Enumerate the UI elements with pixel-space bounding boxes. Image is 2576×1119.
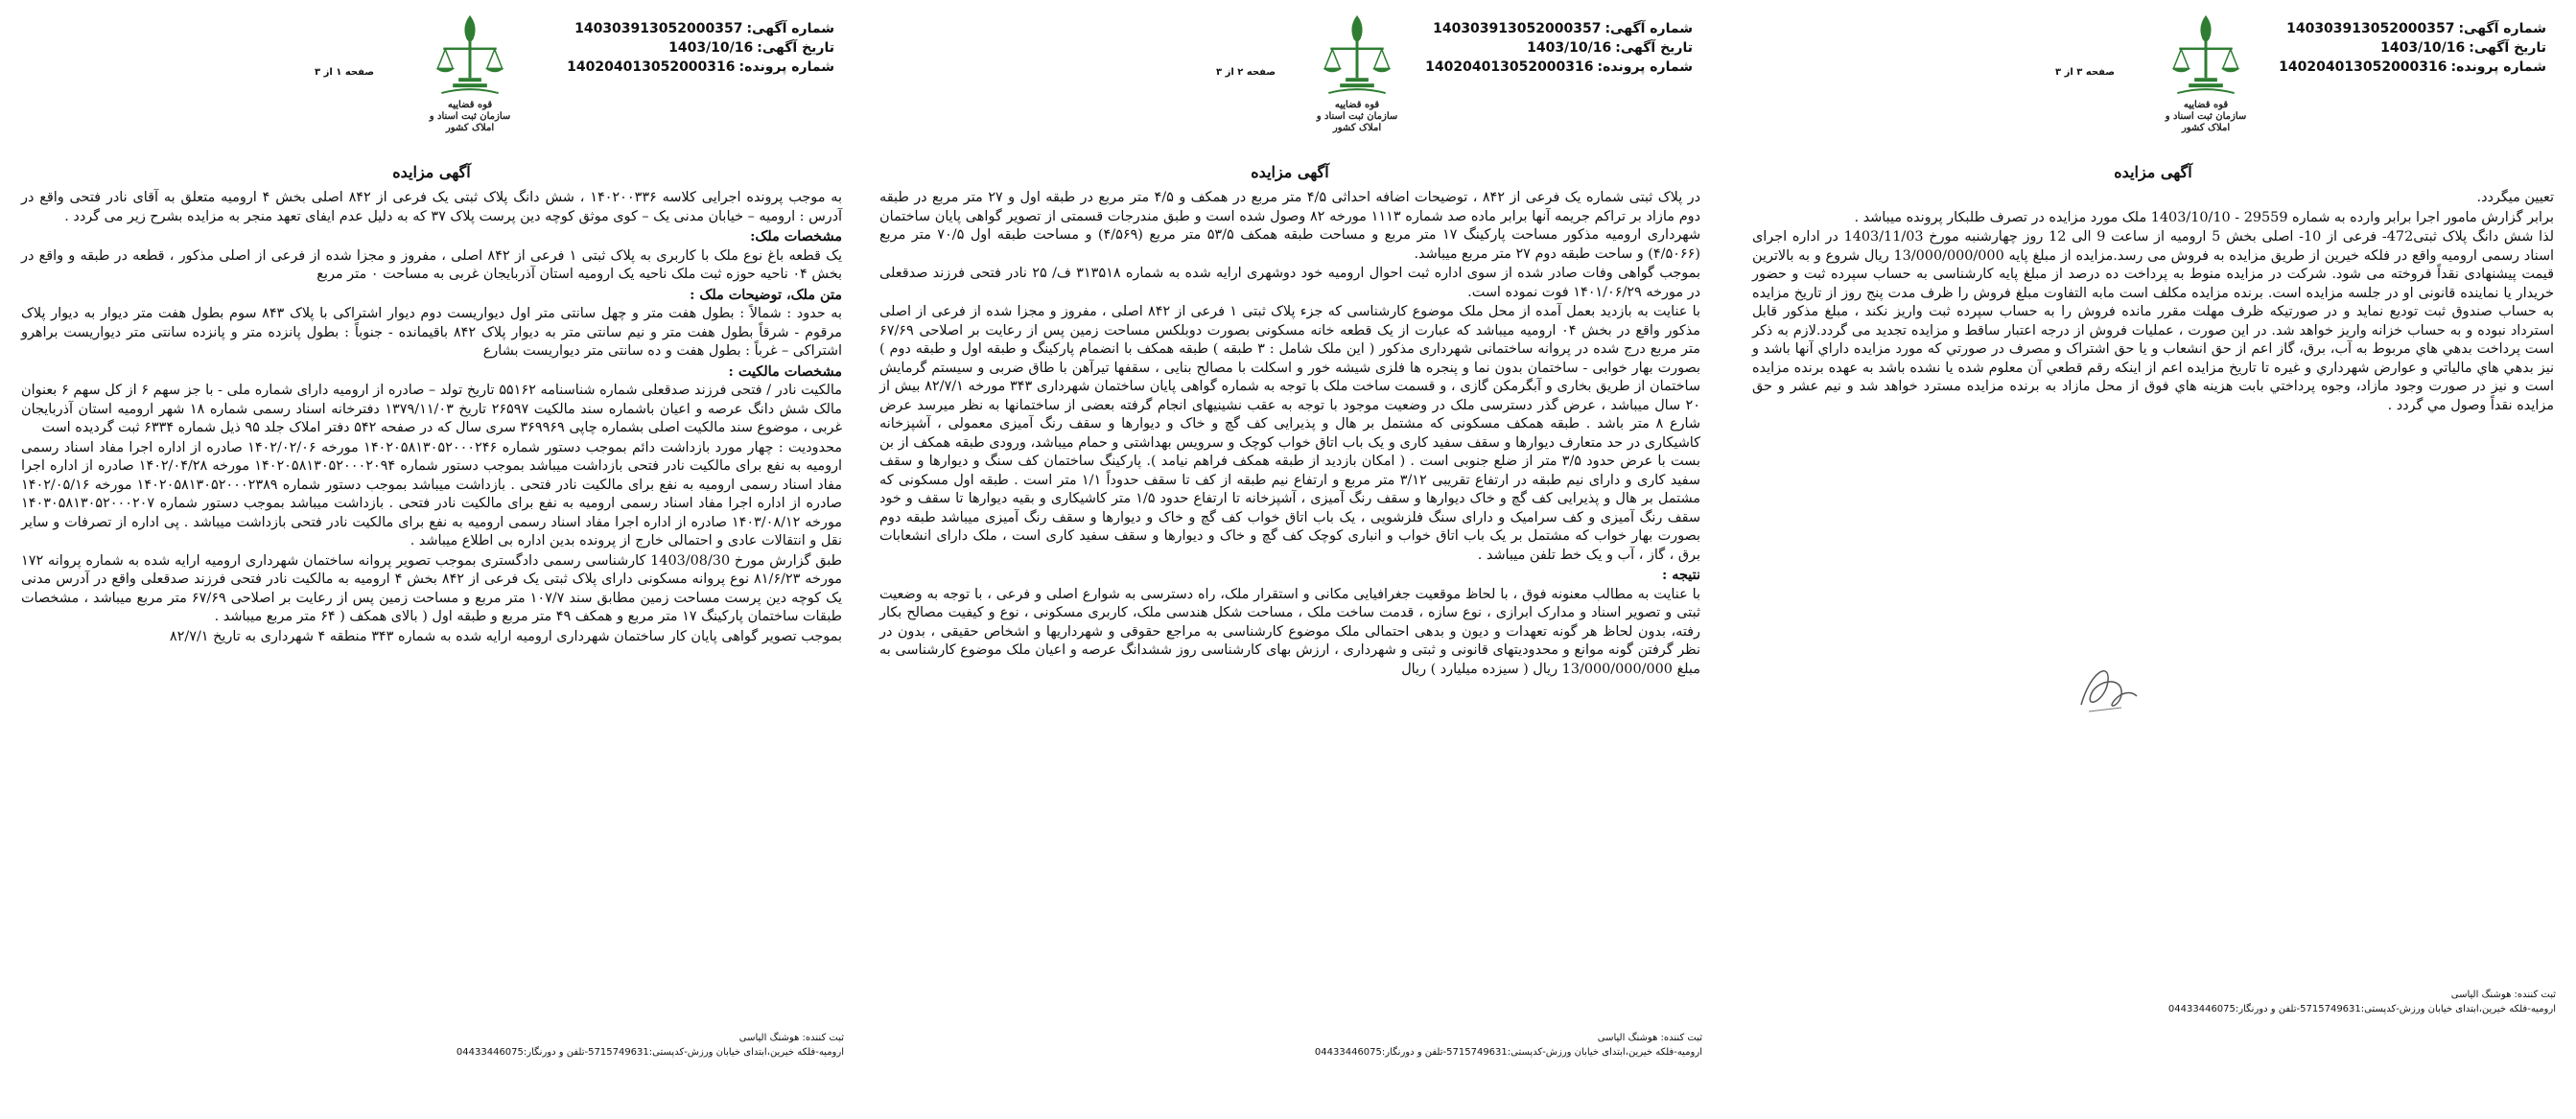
ad-number: 140303913052000357 — [1433, 21, 1602, 36]
scales-of-justice-icon — [432, 10, 508, 100]
org-name-judiciary: قوه قضاییه — [2183, 100, 2229, 110]
announcement-body — [868, 189, 1712, 679]
ad-date-label: تاریخ آگهی: — [1615, 40, 1693, 56]
org-name-registry: سازمان ثبت اسناد و املاک کشور — [1316, 111, 1398, 133]
file-number: 140204013052000316 — [1425, 59, 1594, 75]
page-indicator: صفحه ۳ از ۳ — [2055, 67, 2115, 78]
section-heading: نتیجه : — [1661, 567, 1700, 583]
paragraph: تعیین میگردد. — [2476, 190, 2554, 205]
org-name-judiciary: قوه قضاییه — [1334, 100, 1380, 110]
judiciary-emblem — [2153, 10, 2259, 134]
page-footer — [1741, 988, 2565, 1119]
paragraph: لذا شش دانگ پلاک ثبتی472- فرعی از 10- اصلی بخش 5 ارومیه از ساعت 9 الی 12 روز چهارشنبه مورخ 1403/11/03 در اداره اجرای اسناد رسمی ارومیه واقع در فلکه خیرین از طریق مزایده به فروش می رسد.مزایده از مبلغ پایه 13/000/000/000 ریال شروع و به بالاترین قیمت پیشنهادی نقداً فروخته می شود. شرکت در مزایده منوط به پرداخت ده درصد از مبلغ پایه کارشناسی به حساب سپرده ثبت و حضور خریدار یا نماینده قانونی او در جلسه مزایده است. برنده مزایده مکلف است مابه التفاوت مبلغ فروش را ظرف مدت پنج روز از تاریخ مزایده به حساب صندوق ثبت تودیع نماید و در صورتیکه ظرف مهلت مقرر مانده فروش را به حساب سپرده ثبت واریز نکند ، مبلغ مذکور قابل استرداد نبوده و به حساب خزانه واریز خواهد شد. در این صورت ، عملیات فروش از درجه اعتبار ساقط و مزایده تجدید می گردد.لازم به ذکر است پرداخت بدهي هاي مربوط به آب، برق، گاز اعم از حق انشعاب و يا حق اشتراک و مصرف در صورتي که مورد مزايده داراي آنها باشد و نيز بدهي هاي مالياتي و عوارض شهرداري و غيره تا تاريخ مزايده اعم از اينکه رقم قطعي آن معلوم شده يا نشده باشد به عهده برنده مزايده است و نيز در صورت وجود مازاد، وجوه پرداختي بابت هزينه هاي فوق از محل مازاد به برنده مزايده مسترد خواهد شد و نيم عشر و حق مزايده نقداً وصول مي گردد . — [1752, 229, 2555, 413]
handwritten-signature-icon — [2062, 652, 2148, 729]
announcement-title: آگهی مزایده — [392, 163, 471, 181]
paragraph: با عنایت به بازدید بعمل آمده از محل ملک موضوع کارشناسی که جزء پلاک ثبتی ۱ فرعی از ۸۴۲ اصلی ، مفروز و مجزا شده از فرعی از اصلی مذکور واقع در بخش ۰۴ ارومیه میباشد که عبارت از یک قطعه خانه مسکونی بصورت دوبلکس مساحت زمین پس از رعایت بر اصلاحی ۶۷/۶۹ متر مربع درج شده در پروانه ساختمانی شهرداری مذکور ( این ملک شامل : ۳ طبقه ) طبقه همکف با انضمام پارکینگ و طبقه اول و طبقه دوم ) بصورت بهار خوابی - ساختمان بدون نما و پنجره ها فلزی شیشه خور و اسکلت با مصالح بنایی ، سقفها تیرآهن با طاق ضربی و سیستم گرمایش ساختمان از طریق بخاری و آبگرمکن گازی ، و قسمت ساخت ملک با توجه به شماره گواهی پایان ساختمان شهرداری ۳۴۳ مورخه ۸۲/۷/۱ بیش از ۲۰ سال میباشد ، عرض گذر دسترسی ملک در وضعیت موجود با توجه به عقب نشینیهای انجام گرفته بعضی از ساختمانها به نظر میرسد عرض شارع ۸ متر باشد . طبقه همکف مسکونی که مشتمل بر هال و پذیرایی کف گچ و خاک و دیوارها و سقف رنگ آمیزی معمولی ، آشپزخانه کاشیکاری در حد متعارف دیوارها و سقف سفید کاری و یک باب اتاق خواب کوچک و سرویس بهداشتی و حمام میباشد، ورودی طبقه همکف از بن بست با عرض حدود ۳/۵ متر از ضلع جنوبی است . ( امکان بازدید از طبقه همکف فراهم نیامد ). پارکینگ ساختمان کف سنگ و دیوارها و سقف سفید کاری و دارای نیم طبقه در ارتفاع تقریبی ۳/۱۲ متر مربع و ارتفاع نیم طبقه از کف تا سقف حدوداً ۱/۱ متر است . طبقه اول مسکونی که مشتمل بر هال و پذیرایی کف گچ و خاک دیوارها و سقف رنگ آمیزی ، آشپزخانه تا ارتفاع حدود ۱/۵ متر کاشیکاری و بقیه دیوارها تا سقف و خود سقف رنگ آمیزی و کف سرامیک و دارای سنگ فلزشویی ، یک باب اتاق خواب کف گچ و خاک و دیوارها و سقف رنگ آمیزی میباشد طبقه دوم بصورت بهار خواب که مشتمل بر یک باب اتاق خواب و انباری کوچک کف گچ و خاک و دیوارها و سقف سفید کاری است ، ملک دارای انشعابات برق ، گاز ، آب و یک خط تلفن میباشد . — [879, 304, 1700, 563]
page-header — [868, 0, 1712, 144]
section-heading: مشخصات مالکیت : — [728, 362, 842, 380]
org-name-judiciary: قوه قضاییه — [447, 100, 493, 110]
office-address: ارومیه-فلکه خیرین،ابتدای خیابان ورزش-کدپستی:5715749631-تلفن و دورنگار:04433446075 — [2167, 1004, 2556, 1014]
paragraph: در پلاک ثبتی شماره یک فرعی از ۸۴۲ ، توضیحات اضافه احداثی ۴/۵ متر مربع در همکف و ۴/۵ متر مربع در طبقه اول و ۲۷ متر مربع در طبقه دوم مازاد بر تراکم جریمه آنها برابر ماده صد شماره ۱۱۱۳ مورخه ۸۲ وصول شده است و طبق مندرجات قسمتی از تصویر گواهی پایان ساختمان شهرداری ارومیه مذکور مساحت پارکینگ ۱۷ متر مربع و مساحت طبقه همکف ۵۳/۵ متر مربع (۴/۵۶۹) و مساحت طبقه اول ۷۰/۵ متر مربع (۴/۵۰۶۶) و ساحت طبقه دوم ۲۷ متر مربع میباشد. — [879, 190, 1701, 262]
file-number-label: شماره پرونده: — [2450, 59, 2546, 75]
announcement-page-2 — [868, 0, 1712, 1119]
paragraph: یک قطعه باغ نوع ملک با کاربری به پلاک ثبتی ۱ فرعی از ۸۴۲ اصلی ، مفروز و مجزا شده از فرعی از اصلی مذکور ، قطعه در طبقه و واقع در بخش ۰۴ ناحیه حوزه ثبت ملک ناحیه یک ارومیه استان آذربایجان غربی به مساحت ۰ متر مربع — [21, 247, 842, 282]
ad-date: 1403/10/16 — [668, 40, 754, 56]
paragraph: با عنایت به مطالب معنونه فوق ، با لحاظ موقعیت جغرافیایی مکانی و استقرار ملک، راه دسترسی به شوارع اصلی و فرعی ، با توجه به وضعیت ثبتی و تصویر اسناد و مدارک ابرازی ، نوع سازه ، قدمت ساخت ملک ، مساحت شکل هندسی ملک، کاربری مسکونی ، نوع و کیفیت مصالح بکار رفته، بدون لحاظ هر گونه تعهدات و دیون و بدهی احتمالی ملک موضوع کارشناسی به مراجع حقوقی و شهرداریها و اشخاص حقیقی ، بدون در نظر گرفتن گونه موانع و محدودیتهای قانونی و ثبتی و شهرداری ، ارزش بهای کارشناسی روز ششدانگ عرصه و اعیان ملک موضوع کارشناسی به مبلغ 13/000/000/000 ریال ( سیزده میلیارد ) ریال — [879, 586, 1700, 677]
ad-number-label: شماره آگهی: — [2458, 21, 2546, 36]
ad-number-label: شماره آگهی: — [1604, 21, 1693, 36]
page-footer — [10, 1031, 854, 1119]
registrar-label: ثبت کننده: — [2514, 990, 2556, 1000]
announcement-page-1 — [10, 0, 854, 1119]
file-number: 140204013052000316 — [567, 59, 736, 75]
registrar-name: هوشنگ الیاسی — [1597, 1033, 1658, 1043]
ad-metadata — [2279, 19, 2546, 77]
file-number-label: شماره پرونده: — [738, 59, 834, 75]
announcement-body — [1741, 189, 2565, 415]
scales-of-justice-icon — [2167, 10, 2244, 100]
paragraph: محدودیت : چهار مورد بازداشت دائم بموجب دستور شماره ۱۴۰۲۰۵۸۱۳۰۵۲۰۰۰۲۴۶ مورخه ۱۴۰۲/۰۲/۰۶ صادره از اداره اجرا مفاد اسناد رسمی ارومیه به نفع برای مالکیت نادر فتحی بازداشت میباشد بموجب دستور شماره ۱۴۰۲۰۵۸۱۳۰۵۲۰۰۰۲۰۹۴ مورخه ۱۴۰۲/۰۴/۲۸ صادره از اداره اجرا مفاد اسناد رسمی ارومیه به نفع برای مالکیت نادر فتحی . بازداشت میباشد بموجب دستور شماره ۱۴۰۲۰۵۸۱۳۰۵۲۰۰۰۲۳۸۹ مورخه ۱۴۰۲/۰۵/۱۶ صادره از اداره اجرا مفاد اسناد رسمی ارومیه به نفع برای مالکیت نادر فتحی . بازداشت میباشد بموجب دستور شماره ۱۴۰۳۰۵۸۱۳۰۵۲۰۰۰۲۰۷ مورخه ۱۴۰۳/۰۸/۱۲ صادره از اداره اجرا مفاد اسناد رسمی ارومیه به نفع برای مالکیت نادر فتحی بازداشت میباشد . پی اداره از تصرفات و سایر نقل و انتقالات عادی و احتمالی خارج از پرونده بدین اداره بی اطلاع میباشد . — [21, 439, 842, 548]
paragraph: مالکیت نادر / فتحی فرزند صدقعلی شماره شناسنامه ۵۵۱۶۲ تاریخ تولد – صادره از ارومیه دارای شماره ملی - با جز سهم ۶ از کل سهم ۶ بعنوان مالک شش دانگ عرصه و اعیان باشماره سند مالکیت ۲۶۵۹۷ تاریخ ۱۳۷۹/۱۱/۰۳ دفترخانه اسناد رسمی شماره ۱۸ شهر ارومیه استان آذربایجان غربی ، موضوع سند مالکیت اصلی بشماره چاپی ۳۶۹۹۶۹ سری سال که در صفحه ۵۴۲ دفتر املاک جلد ۹۵ ذیل شماره ۶۳۳۴ ثبت گردیده است — [21, 383, 842, 435]
office-address: ارومیه-فلکه خیرین،ابتدای خیابان ورزش-کدپستی:5715749631-تلفن و دورنگار:04433446075 — [456, 1047, 844, 1058]
announcement-title: آگهی مزایده — [2114, 163, 2192, 181]
ad-date-label: تاریخ آگهی: — [757, 40, 834, 56]
paragraph: برابر گزارش مامور اجرا برابر وارده به شماره 29559 - 1403/10/10 ملک مورد مزایده در تصرف طلبکار پرونده میباشد . — [1854, 209, 2554, 225]
ad-number-label: شماره آگهی: — [746, 21, 834, 36]
ad-date-label: تاریخ آگهی: — [2469, 40, 2546, 56]
page-header — [1741, 0, 2565, 144]
page-header — [10, 0, 854, 144]
judiciary-emblem — [417, 10, 523, 134]
paragraph: بموجب تصویر گواهی پایان کار ساختمان شهرداری ارومیه ارایه شده به شماره ۳۴۳ منطقه ۴ شهرداری به تاریخ ۸۲/۷/۱ — [169, 628, 842, 644]
ad-date: 1403/10/16 — [2380, 40, 2466, 56]
announcement-body — [10, 189, 854, 646]
page-indicator: صفحه ۱ از ۳ — [315, 67, 374, 78]
ad-metadata — [1425, 19, 1693, 77]
judiciary-emblem — [1304, 10, 1410, 134]
section-heading: مشخصات ملک: — [750, 228, 842, 245]
ad-number: 140303913052000357 — [574, 21, 743, 36]
file-number-label: شماره پرونده: — [1597, 59, 1693, 75]
section-heading: متن ملک، توضیحات ملک : — [690, 286, 842, 303]
registrar-name: هوشنگ الیاسی — [738, 1033, 800, 1043]
ad-metadata — [567, 19, 834, 77]
scales-of-justice-icon — [1319, 10, 1395, 100]
registrar-label: ثبت کننده: — [802, 1033, 844, 1043]
paragraph: طبق گزارش مورخ 1403/08/30 کارشناسی رسمی دادگستری بموجب تصویر پروانه ساختمان شهرداری ارومیه ارایه شده به شماره پروانه ۱۷۲ مورخه ۸۱/۶/۲۳ نوع پروانه مسکونی دارای پلاک ثبتی یک فرعی از ۸۴۲ بخش ۴ ارومیه به مالکیت نادر فتحی فرزند صدقعلی واقع در آدرس مدنی یک کوچه دین پرست مساحت زمین مطابق سند ۱۰۷/۷ متر مربع و مساحت زمین پس از رعایت بر اصلاحی ۶۷/۶۹ متر مربع میباشد ، مشخصات طبقات ساختمان پارکینگ ۱۷ متر مربع و همکف ۴۹ متر مربع و طبقه اول ( بالای همکف ( ۶۴ متر مربع میباشد . — [21, 552, 843, 624]
registrar-name: هوشنگ الیاسی — [2450, 990, 2512, 1000]
paragraph: بموجب گواهی وفات صادر شده از سوی اداره ثبت احوال ارومیه خود دوشهری ارایه شده به شماره ۳۱۳۵۱۸ ف/ ۲۵ نادر فتحی فرزند صدقعلی در مورخه ۱۴۰۱/۰۶/۲۹ فوت نموده است. — [879, 266, 1701, 300]
registrar-label: ثبت کننده: — [1660, 1033, 1702, 1043]
paragraph: به موجب پرونده اجرایی کلاسه ۱۴۰۲۰۰۳۳۶ ، شش دانگ پلاک ثبتی یک فرعی از ۸۴۲ اصلی بخش ۴ ارومیه متعلق به آقای نادر فتحی واقع در آدرس : ارومیه – خیابان مدنی یک – کوی موثق کوچه دین پرست پلاک ۳۷ که به دلیل عدم ایفای تعهد منجر به مزایده بشرح زیر می گردد . — [21, 190, 843, 224]
announcement-title: آگهی مزایده — [1251, 163, 1329, 181]
org-name-registry: سازمان ثبت اسناد و املاک کشور — [2165, 111, 2247, 133]
file-number: 140204013052000316 — [2279, 59, 2447, 75]
office-address: ارومیه-فلکه خیرین،ابتدای خیابان ورزش-کدپستی:5715749631-تلفن و دورنگار:04433446075 — [1314, 1047, 1702, 1058]
announcement-page-3 — [1741, 0, 2565, 1119]
page-indicator: صفحه ۲ از ۳ — [1216, 67, 1276, 78]
page-footer — [868, 1031, 1712, 1119]
ad-date: 1403/10/16 — [1527, 40, 1612, 56]
org-name-registry: سازمان ثبت اسناد و املاک کشور — [429, 111, 511, 133]
ad-number: 140303913052000357 — [2286, 21, 2455, 36]
paragraph: به حدود : شمالاً : بطول هفت متر و چهل سانتی متر اول دیواریست دوم دیوار اشتراکی با پلاک ۸۴۳ سوم بطول هفت متر دیوار به دیوار پلاک مرقوم - شرقاً بطول هفت متر و نیم سانتی متر به دیوار پلاک ۸۴۲ باقیمانده - جنوباً : بطول پانزده متر و پانزده سانتی متر دیواریست براهرو اشتراکی – غرباً : بطول هفت و ده سانتی متر دیواریست بشارع — [21, 306, 843, 359]
